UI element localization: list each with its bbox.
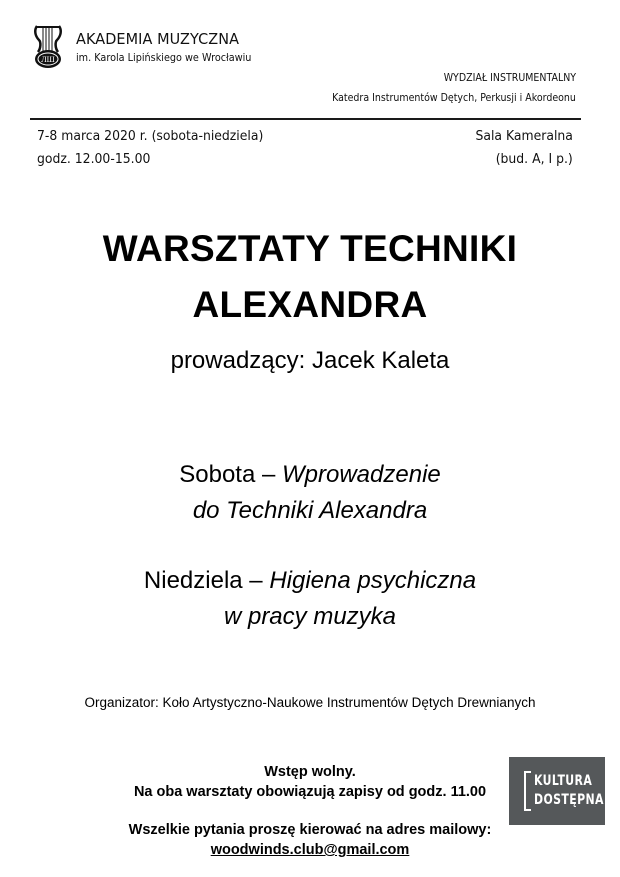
session-day: Niedziela <box>143 567 243 594</box>
event-hours: godz. 12.00-15.00 <box>37 151 151 167</box>
session-separator: – <box>242 567 270 594</box>
contact-email-link[interactable]: woodwinds.club@gmail.com <box>210 842 410 858</box>
questions-notice: Wszelkie pytania proszę kierować na adres mailowy: <box>128 822 492 838</box>
academy-subtitle: im. Karola Lipińskiego we Wrocławiu <box>76 52 252 64</box>
header-divider <box>30 118 581 120</box>
workshop-title-line1: WARSZTATY TECHNIKI <box>102 228 518 269</box>
workshop-title-line2: ALEXANDRA <box>192 284 428 325</box>
event-building: (bud. A, I p.) <box>495 151 573 167</box>
signup-notice: Na oba warsztaty obowiązują zapisy od godz. 11.00 <box>133 784 487 800</box>
event-date: 7-8 marca 2020 r. (sobota-niedziela) <box>37 128 264 144</box>
organizer: Organizator: Koło Artystyczno-Naukowe Instrumentów Dętych Drewnianych <box>84 695 536 710</box>
session-sunday-line2: w pracy muzyka <box>223 603 397 630</box>
badge-text: KULTURA DOSTĘPNA <box>534 773 604 808</box>
lecturer: prowadzący: Jacek Kaleta <box>170 347 450 374</box>
svg-text:ЛШ: ЛШ <box>41 55 55 64</box>
session-saturday-line1 <box>0 461 620 489</box>
academy-name: AKADEMIA MUZYCZNA <box>76 30 240 48</box>
session-saturday-line2: do Techniki Alexandra <box>192 497 428 524</box>
session-sunday-line1 <box>0 567 620 595</box>
session-day: Sobota <box>179 461 256 488</box>
bracket-icon <box>524 771 531 811</box>
session-topic: Higiena psychiczna <box>269 567 477 594</box>
lyre-icon <box>33 22 63 70</box>
department-name: Katedra Instrumentów Dętych, Perkusji i Akordeonu <box>332 92 576 104</box>
event-hall: Sala Kameralna <box>475 128 573 144</box>
kultura-dostepna-badge <box>509 757 605 825</box>
free-entry-notice: Wstęp wolny. <box>264 764 356 780</box>
faculty-name: WYDZIAŁ INSTRUMENTALNY <box>443 72 576 84</box>
session-topic: Wprowadzenie <box>282 461 441 488</box>
session-separator: – <box>255 461 282 488</box>
